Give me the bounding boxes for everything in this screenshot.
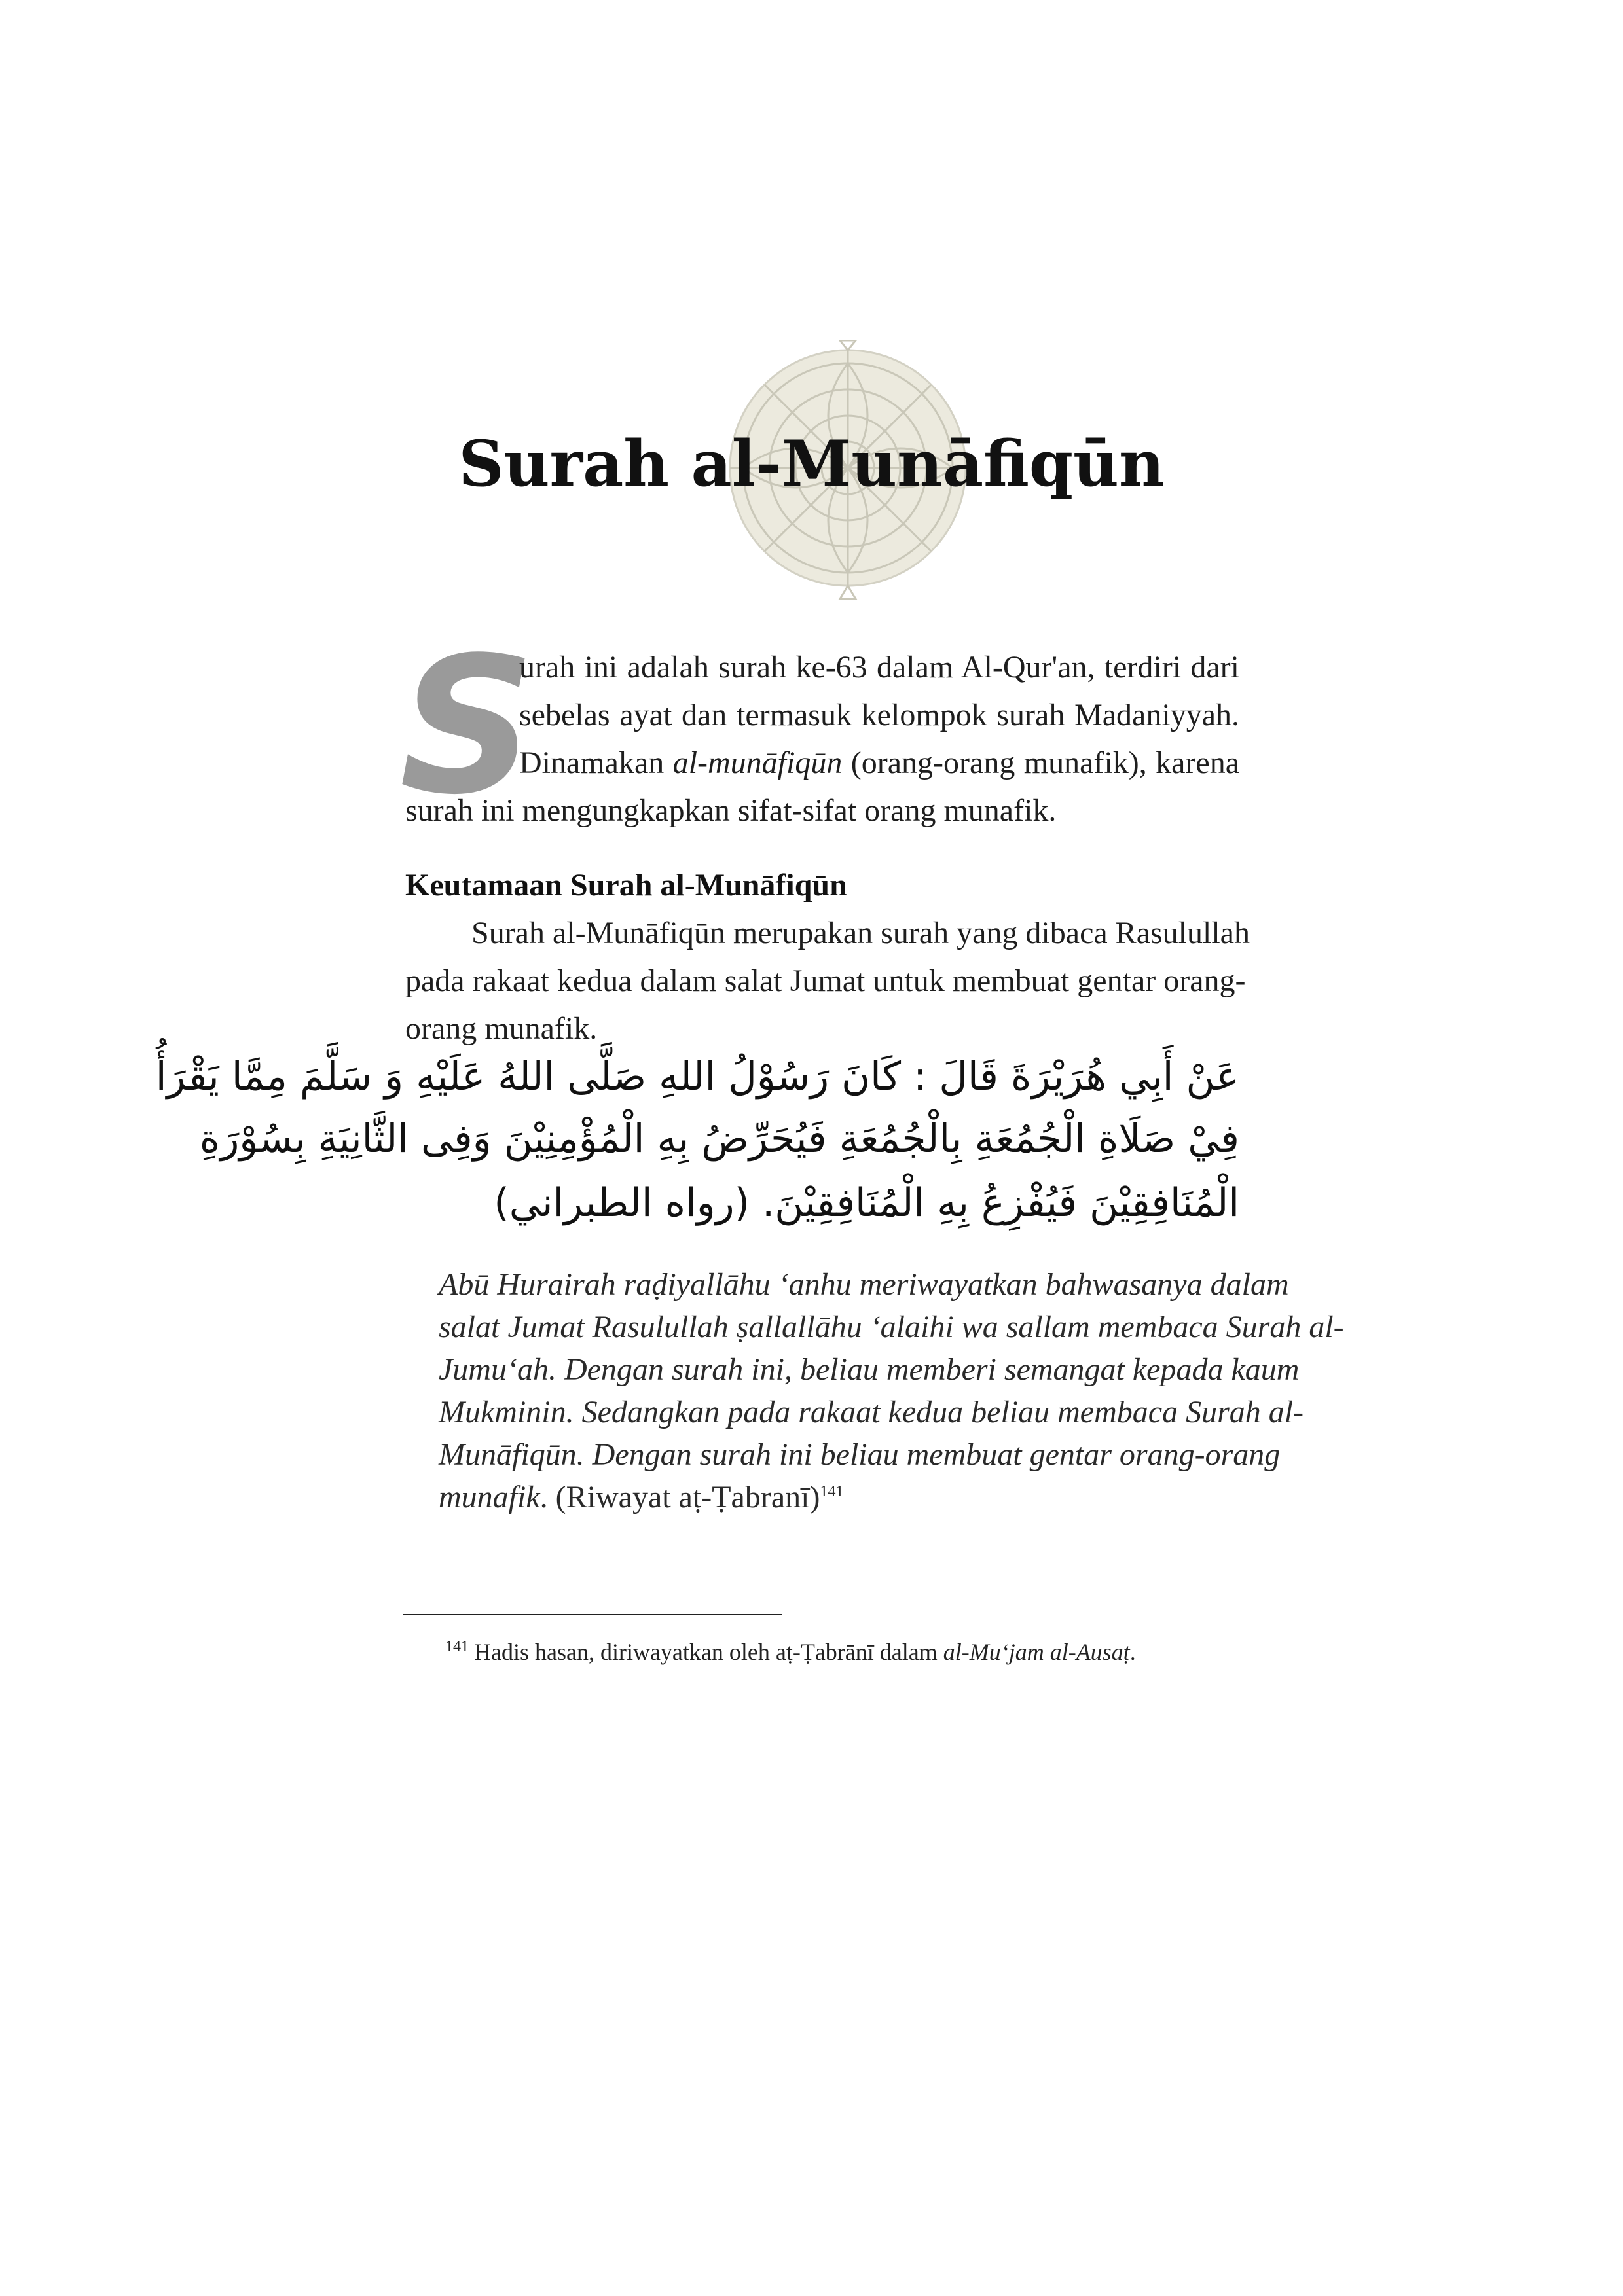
intro-line-3-a: Dinamakan [519, 745, 673, 780]
translation-line-6 [439, 1478, 843, 1517]
intro-line-2: sebelas ayat dan termasuk kelompok surah Madaniyyah. [519, 698, 1239, 732]
translation-line-2: salat Jumat Rasulullah ṣallallāhu ‘alaihi wa sallam membaca Surah al- [439, 1310, 1344, 1344]
translation-line-3: Jumu‘ah. Dengan surah ini, beliau memberi semangat kepada kaum [439, 1352, 1300, 1387]
arabic-hadith-line-1: عَنْ أَبِي هُرَيْرَةَ قَالَ : كَانَ رَسُوْلُ اللهِ صَلَّى اللهُ عَلَيْهِ وَ سَلَّمَ مِمَّا يَقْرَأُ [155, 1054, 1239, 1100]
section-line-3: orang munafik. [405, 1011, 598, 1046]
intro-line-3-b: (orang-orang munafik), karena [842, 745, 1240, 780]
footnote-reference[interactable]: 141 [820, 1483, 844, 1500]
section-line-2: pada rakaat kedua dalam salat Jumat untuk membuat gentar orang- [405, 963, 1246, 998]
intro-line-1: urah ini adalah surah ke-63 dalam Al-Qur'an, terdiri dari [519, 650, 1239, 685]
intro-line-3 [519, 744, 1239, 783]
arabic-hadith-line-3: الْمُنَافِقِيْنَ فَيُفْزِعُ بِهِ الْمُنَافِقِيْنَ. (رواه الطبراني) [494, 1180, 1239, 1226]
footnote [445, 1638, 1136, 1666]
page-title: Surah al-Munāfiqūn [458, 427, 1165, 501]
intro-line-4: surah ini mengungkapkan sifat-sifat orang munafik. [405, 793, 1057, 828]
footnote-number: 141 [445, 1638, 469, 1655]
translation-last-italic: munafik [439, 1480, 540, 1515]
section-heading: Keutamaan Surah al-Munāfiqūn [405, 868, 847, 903]
drop-cap: S [399, 617, 536, 836]
translation-line-4: Mukminin. Sedangkan pada rakaat kedua beliau membaca Surah al- [439, 1395, 1304, 1429]
arabic-hadith-line-2: فِيْ صَلَاةِ الْجُمُعَةِ بِالْجُمُعَةِ فَيُحَرِّضُ بِهِ الْمُؤْمِنِيْنَ وَفِى الثَّانِيَةِ بِسُوْرَةِ [199, 1116, 1239, 1162]
translation-line-1: Abū Hurairah raḍiyallāhu ‘anhu meriwayatkan bahwasanya dalam [439, 1267, 1289, 1302]
translation-line-5: Munāfiqūn. Dengan surah ini beliau membuat gentar orang-orang [439, 1437, 1281, 1472]
intro-term-italic: al-munāfiqūn [672, 745, 843, 780]
translation-source: . (Riwayat aṭ-Ṭabranī) [539, 1480, 820, 1515]
footnote-text-b: . [1129, 1639, 1136, 1665]
footnote-text-a: Hadis hasan, diriwayatkan oleh aṭ-Ṭabrānī dalam [474, 1639, 943, 1665]
footnote-book-title: al-Mu‘jam al-Ausaṭ [943, 1639, 1130, 1665]
section-line-1: Surah al-Munāfiqūn merupakan surah yang dibaca Rasulullah [471, 916, 1250, 950]
footnote-divider [403, 1614, 782, 1615]
